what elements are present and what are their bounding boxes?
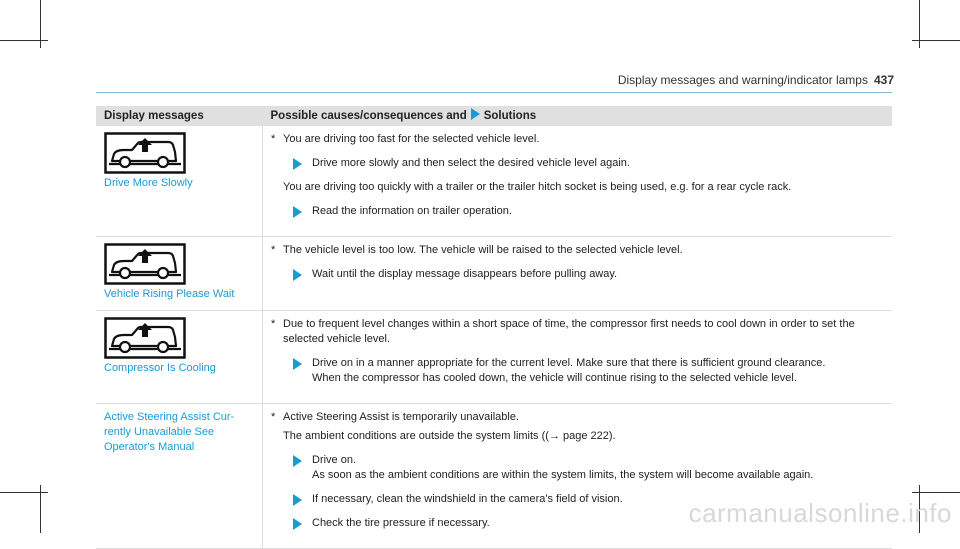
message-label: Vehicle Rising Please Wait [104,288,235,300]
page-header [614,73,894,87]
solution-step: Drive more slowly and then select the desired vehicle level again. [293,156,884,171]
message-table [96,106,892,549]
col-header-suffix: Solutions [483,110,537,122]
message-cell [96,237,263,311]
table-row [96,237,892,311]
message-label: Compressor Is Cooling [104,362,216,374]
cause-text: * You are driving too fast for the selected vehicle level. [271,133,540,145]
solution-step: If necessary, clean the windshield in the camera's field of vision. [293,492,884,507]
solution-cell [263,311,893,404]
vehicle-level-raise-icon [104,243,186,285]
watermark: carmanualsonline.info [688,498,952,528]
header-rule [96,92,892,93]
page-number: 437 [873,73,894,87]
arrow-icon [293,158,302,170]
cause-text: * The vehicle level is too low. The vehicle will be raised to the selected vehicle level. [271,244,683,256]
vehicle-level-raise-icon [104,132,186,174]
cause-text: * Active Steering Assist is temporarily unavailable. [271,411,519,423]
vehicle-level-raise-icon [104,317,186,359]
solution-step: Drive on in a manner appropriate for the current level. Make sure that there is sufficient ground clearance. When the compressor has cooled down, the vehicle will continue rising to the selected vehicle level. [293,356,884,386]
message-cell [96,404,263,549]
solution-step: Wait until the display message disappears before pulling away. [293,267,884,282]
solution-step: Read the information on trailer operation. [293,204,884,219]
arrow-icon [471,108,480,120]
crop-mark [919,0,920,48]
message-cell [96,126,263,237]
col-header-prefix: Possible causes/consequences and [270,110,467,122]
table-row [96,126,892,237]
message-cell [96,311,263,404]
arrow-icon [293,269,302,281]
arrow-icon [293,455,302,467]
cause-text: * Due to frequent level changes within a short space of time, the compressor first needs to cool down in order to set the selected vehicle level. [271,318,855,345]
arrow-icon [293,518,302,530]
arrow-icon [293,494,302,506]
arrow-icon [293,206,302,218]
solution-cell [263,237,893,311]
solution-step: Check the tire pressure if necessary. [293,516,884,531]
solution-cell [263,126,893,237]
message-label: Drive More Slowly [104,177,193,189]
page-reference-link[interactable]: page 222 [563,430,609,442]
header-title: Display messages and warning/indicator lamps [617,73,868,87]
message-label: Active Steering Assist Cur-rently Unavailable See Operator's Manual [104,411,235,453]
crop-mark [40,0,41,48]
cause-text: The ambient conditions are outside the system limits ((→ page 222). [283,430,616,442]
crop-mark [40,485,41,533]
arrow-icon [293,358,302,370]
table-header-row [96,106,892,126]
col-header-solutions [263,106,893,126]
col-header-messages: Display messages [96,106,263,126]
table-row [96,311,892,404]
solution-step: Drive on. As soon as the ambient conditions are within the system limits, the system will become available again. [293,453,884,483]
cause-text: You are driving too quickly with a trailer or the trailer hitch socket is being used, e.g. for a rear cycle rack. [283,181,792,193]
